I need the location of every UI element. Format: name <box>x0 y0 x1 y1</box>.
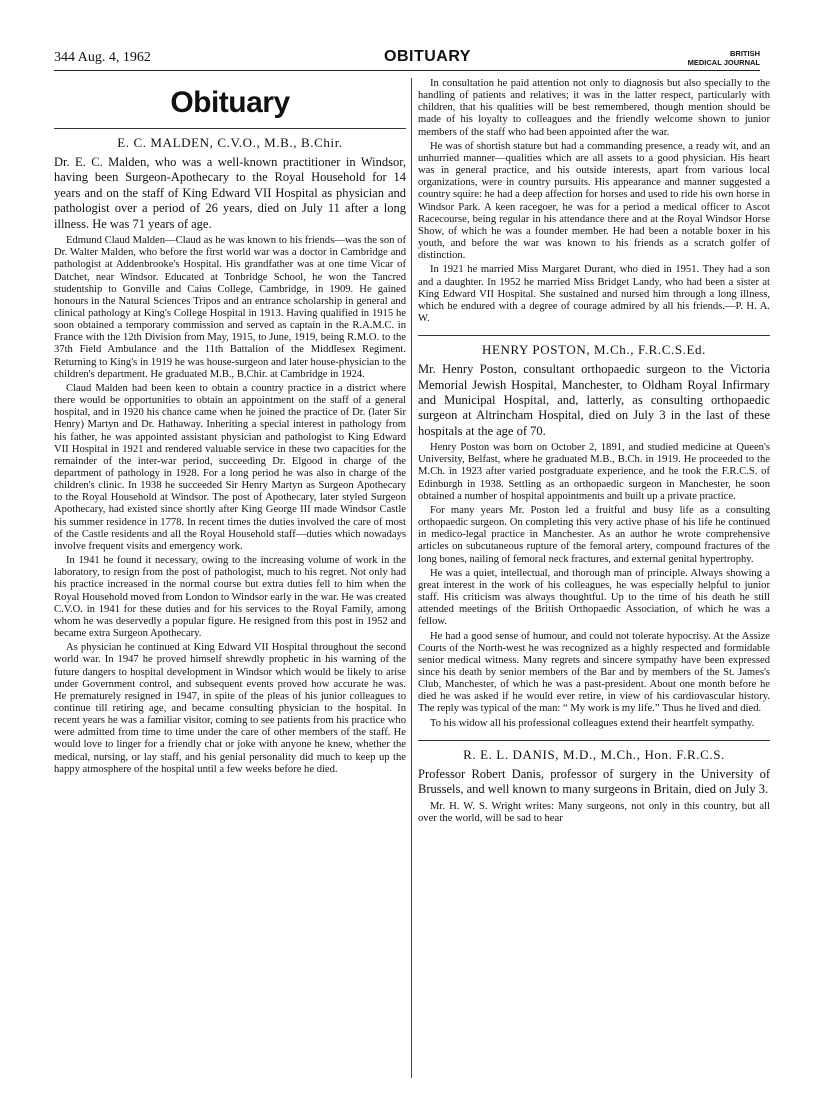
paragraph: Mr. H. W. S. Wright writes: Many surgeons, not only in this country, but all over the world, will be sad to hear <box>418 800 770 824</box>
paragraph: In 1921 he married Miss Margaret Durant, who died in 1951. They had a son and a daughter. In 1952 he married Miss Bridget Landy, who had been a sister at King Edward VII Hospital. She sustained and nursed him through a long illness, which he endured with a degree of courage admired by all his friends.—P. H. A. W. <box>418 264 770 324</box>
header-rule <box>54 70 760 71</box>
obituary-heading-malden: E. C. MALDEN, C.V.O., M.B., B.Chir. <box>117 135 343 150</box>
title-rule <box>54 128 406 129</box>
paragraph: To his widow all his professional colleagues extend their heartfelt sympathy. <box>430 717 755 729</box>
section-title: OBITUARY <box>384 48 471 65</box>
obituary-lead-malden: Dr. E. C. Malden, who was a well-known practitioner in Windsor, having been Surgeon-Apothecary to the Royal Household for 14 years and on the staff of King Edward VII Hospital as physician and pathologist over a period of 26 years, died on July 11 after a long illness. He was 71 years of age. <box>54 155 406 231</box>
paragraph: In consultation he paid attention not only to diagnosis but also specially to the handling of patients and relatives; it was in the latter respect, particularly with children, that his qualities will be best remembered, though mention should be made of his loyalty to colleagues and the friendly welcome shown to junior members of the staff who had been appointed after the war. <box>418 78 770 138</box>
left-column <box>54 78 406 778</box>
paragraph: Henry Poston was born on October 2, 1891, and studied medicine at Queen's University, Belfast, where he graduated M.B., B.Ch. in 1919. He proceeded to the M.Ch. in 1923 after varied postgraduate experience, and he took the F.R.C.S. of Edinburgh in 1938. Settling as an orthopaedic surgeon in Manchester, he soon obtained a number of hospital appointments and built up a private practice. <box>418 442 770 502</box>
journal-name <box>688 49 760 67</box>
paragraph: As physician he continued at King Edward VII Hospital throughout the second world war. In 1947 he proved himself shrewdly prophetic in his warning of the future dangers to hospital development in Windsor which would be likely to arise under Government control, and subsequent events proved how accurate he was. He prematurely resigned in 1947, in spite of the pleas of his junior colleagues to continue till retiring age, and became consulting physician to the hospital. In recent years he was a familiar visitor, coming to see patients from his practice who were admitted from time to time under the care of other members of the staff. He would love to linger for a friendly chat or joke with anyone he knew, whether the medical, nursing, or lay staff, and his genial personality did much to keep up the happy atmosphere of the hospital until a few weeks before he died. <box>54 642 406 775</box>
page-number-date: 344 Aug. 4, 1962 <box>54 50 151 65</box>
page-header <box>54 48 760 68</box>
paragraph: In 1941 he found it necessary, owing to the increasing volume of work in the laboratory, to resign from the post of pathologist, much to his regret. Not only had his practice increased in the normal course but extra duties fell to him when the Royal Household moved from London to Windsor early in the war. He was created C.V.O. in 1941 for these duties and for his services to the Royal Family, among whom he was deservedly a popular figure. He resigned from this post in 1952 and became extra Surgeon Apothecary. <box>54 555 406 640</box>
paragraph: He was a quiet, intellectual, and thorough man of principle. Always showing a great interest in the work of his colleagues, he was especially helpful to junior staff. His criticism was always thoughtful. Up to the time of his death he still attended meetings of the British Orthopaedic Association, of which he was a fellow. <box>418 567 770 628</box>
journal-name-line1: BRITISH <box>730 49 760 58</box>
obituary-heading-poston: HENRY POSTON, M.Ch., F.R.C.S.Ed. <box>481 342 707 358</box>
paragraph: He had a good sense of humour, and could not tolerate hypocrisy. At the Assize Courts of the North-west he was recognized as a highly respected and formidable senior medical witness. Many regrets and sincere sympathy have been expressed since his death by senior members of the Bar and by members of the St. James's Club, Manchester, of which he was a past-president. About one month before he died he was asked if he would ever retire, in view of his cardiovascular history. The reply was typical of the man: “ My work is my life.” Thus he lived and died. <box>418 630 770 715</box>
section-rule <box>418 740 770 741</box>
right-column <box>418 78 770 827</box>
column-divider <box>411 78 412 1078</box>
obituary-lead-danis: Professor Robert Danis, professor of surgery in the University of Brussels, and well known to many surgeons in Britain, died on July 3. <box>418 766 770 797</box>
paragraph: For many years Mr. Poston led a fruitful and busy life as a consulting orthopaedic surgeon. On completing this very active phase of his life he continued in medico-legal practice in Manchester. As an author he wrote comprehensive articles on subcutaneous rupture of the femoral artery, compound fractures of the long bones, nailing of femoral neck fractures, and external genital hypertrophy. <box>418 504 770 565</box>
obituary-heading-danis: R. E. L. DANIS, M.D., M.Ch., Hon. F.R.C.S. <box>463 746 725 762</box>
paragraph: He was of shortish stature but had a commanding presence, a ready wit, and an unhurried manner—qualities which are all assets to a good physician. His heart was in general practice, and his outside interests, apart from various local organizations, were in country pursuits. His appearance and manner suggested a country squire: he had a deep affection for horses and used to ride his own horse in Windsor Park. A keen racegoer, he was for a period a medical officer to Ascot Racecourse, being regular in his attendance there and at the Royal Windsor Horse Show, of which he was a founder member. He had been a notable boxer in his youth, and before the war was known to his friends as a scratch golfer of distinction. <box>418 140 770 262</box>
obituary-lead-poston: Mr. Henry Poston, consultant orthopaedic surgeon to the Victoria Memorial Jewish Hospital, Manchester, to Oldham Royal Infirmary and Municipal Hospital, and, latterly, as consulting orthopaedic surgeon at Altrincham Hospital, died on July 3 in the last of these hospitals at the age of 70. <box>418 362 770 438</box>
page-title: Obituary <box>170 86 290 119</box>
journal-name-line2: MEDICAL JOURNAL <box>687 58 760 67</box>
paragraph: Claud Malden had been keen to obtain a country practice in a district where there would be opportunities to obtain an appointment on the staff of a general hospital, and in 1920 his chance came when he joined the practice of Dr. (later Sir Henry) Martyn and Dr. Hathaway. Inheriting a special interest in pathology from his father, he was appointed assistant physician and pathologist to King Edward VII Hospital in 1921 and rendered valuable service in these two capacities for the remainder of the inter-war period, succeeding Dr. Elgood in charge of the department of pathology in 1928. For a long period he was also in charge of the children's clinic. In 1938 he succeeded Sir Henry Martyn as Surgeon Apothecary to the Royal Household at Windsor. The post of Apothecary, later styled Surgeon Apothecary, had existed since shortly after King George III made Windsor Castle his summer residence in 1778. In recent times the duties involved the care of most of the Castle residents and all the Royal Household staff—duties which nowadays involve frequent visits and emergency work. <box>54 382 406 552</box>
section-rule <box>418 335 770 336</box>
paragraph: Edmund Claud Malden—Claud as he was known to his friends—was the son of Dr. Walter Malden, who before the first world war was a doctor in Cambridge and pathologist at Addenbrooke's Hospital. His grandfather was at one time Vicar of Datchet, near Windsor. Educated at Tonbridge School, he won the Tancred studentship to Gonville and Caius College, Cambridge, in 1909. He gained honours in the Natural Sciences Tripos and an entrance scholarship in general and clinical pathology at King's College Hospital in 1913. Having qualified in 1915 he soon obtained a temporary commission and served as captain in the R.A.M.C. in France with the 12th Division from May, 1915, to June, 1919, being R.M.O. to the 37th Field Ambulance and the 11th Battalion of the Middlesex Regiment. Returning to King's in 1919 he was house-surgeon and later house-physician to the children's department. He graduated M.B., B.Chir. at Cambridge in 1924. <box>54 235 406 380</box>
